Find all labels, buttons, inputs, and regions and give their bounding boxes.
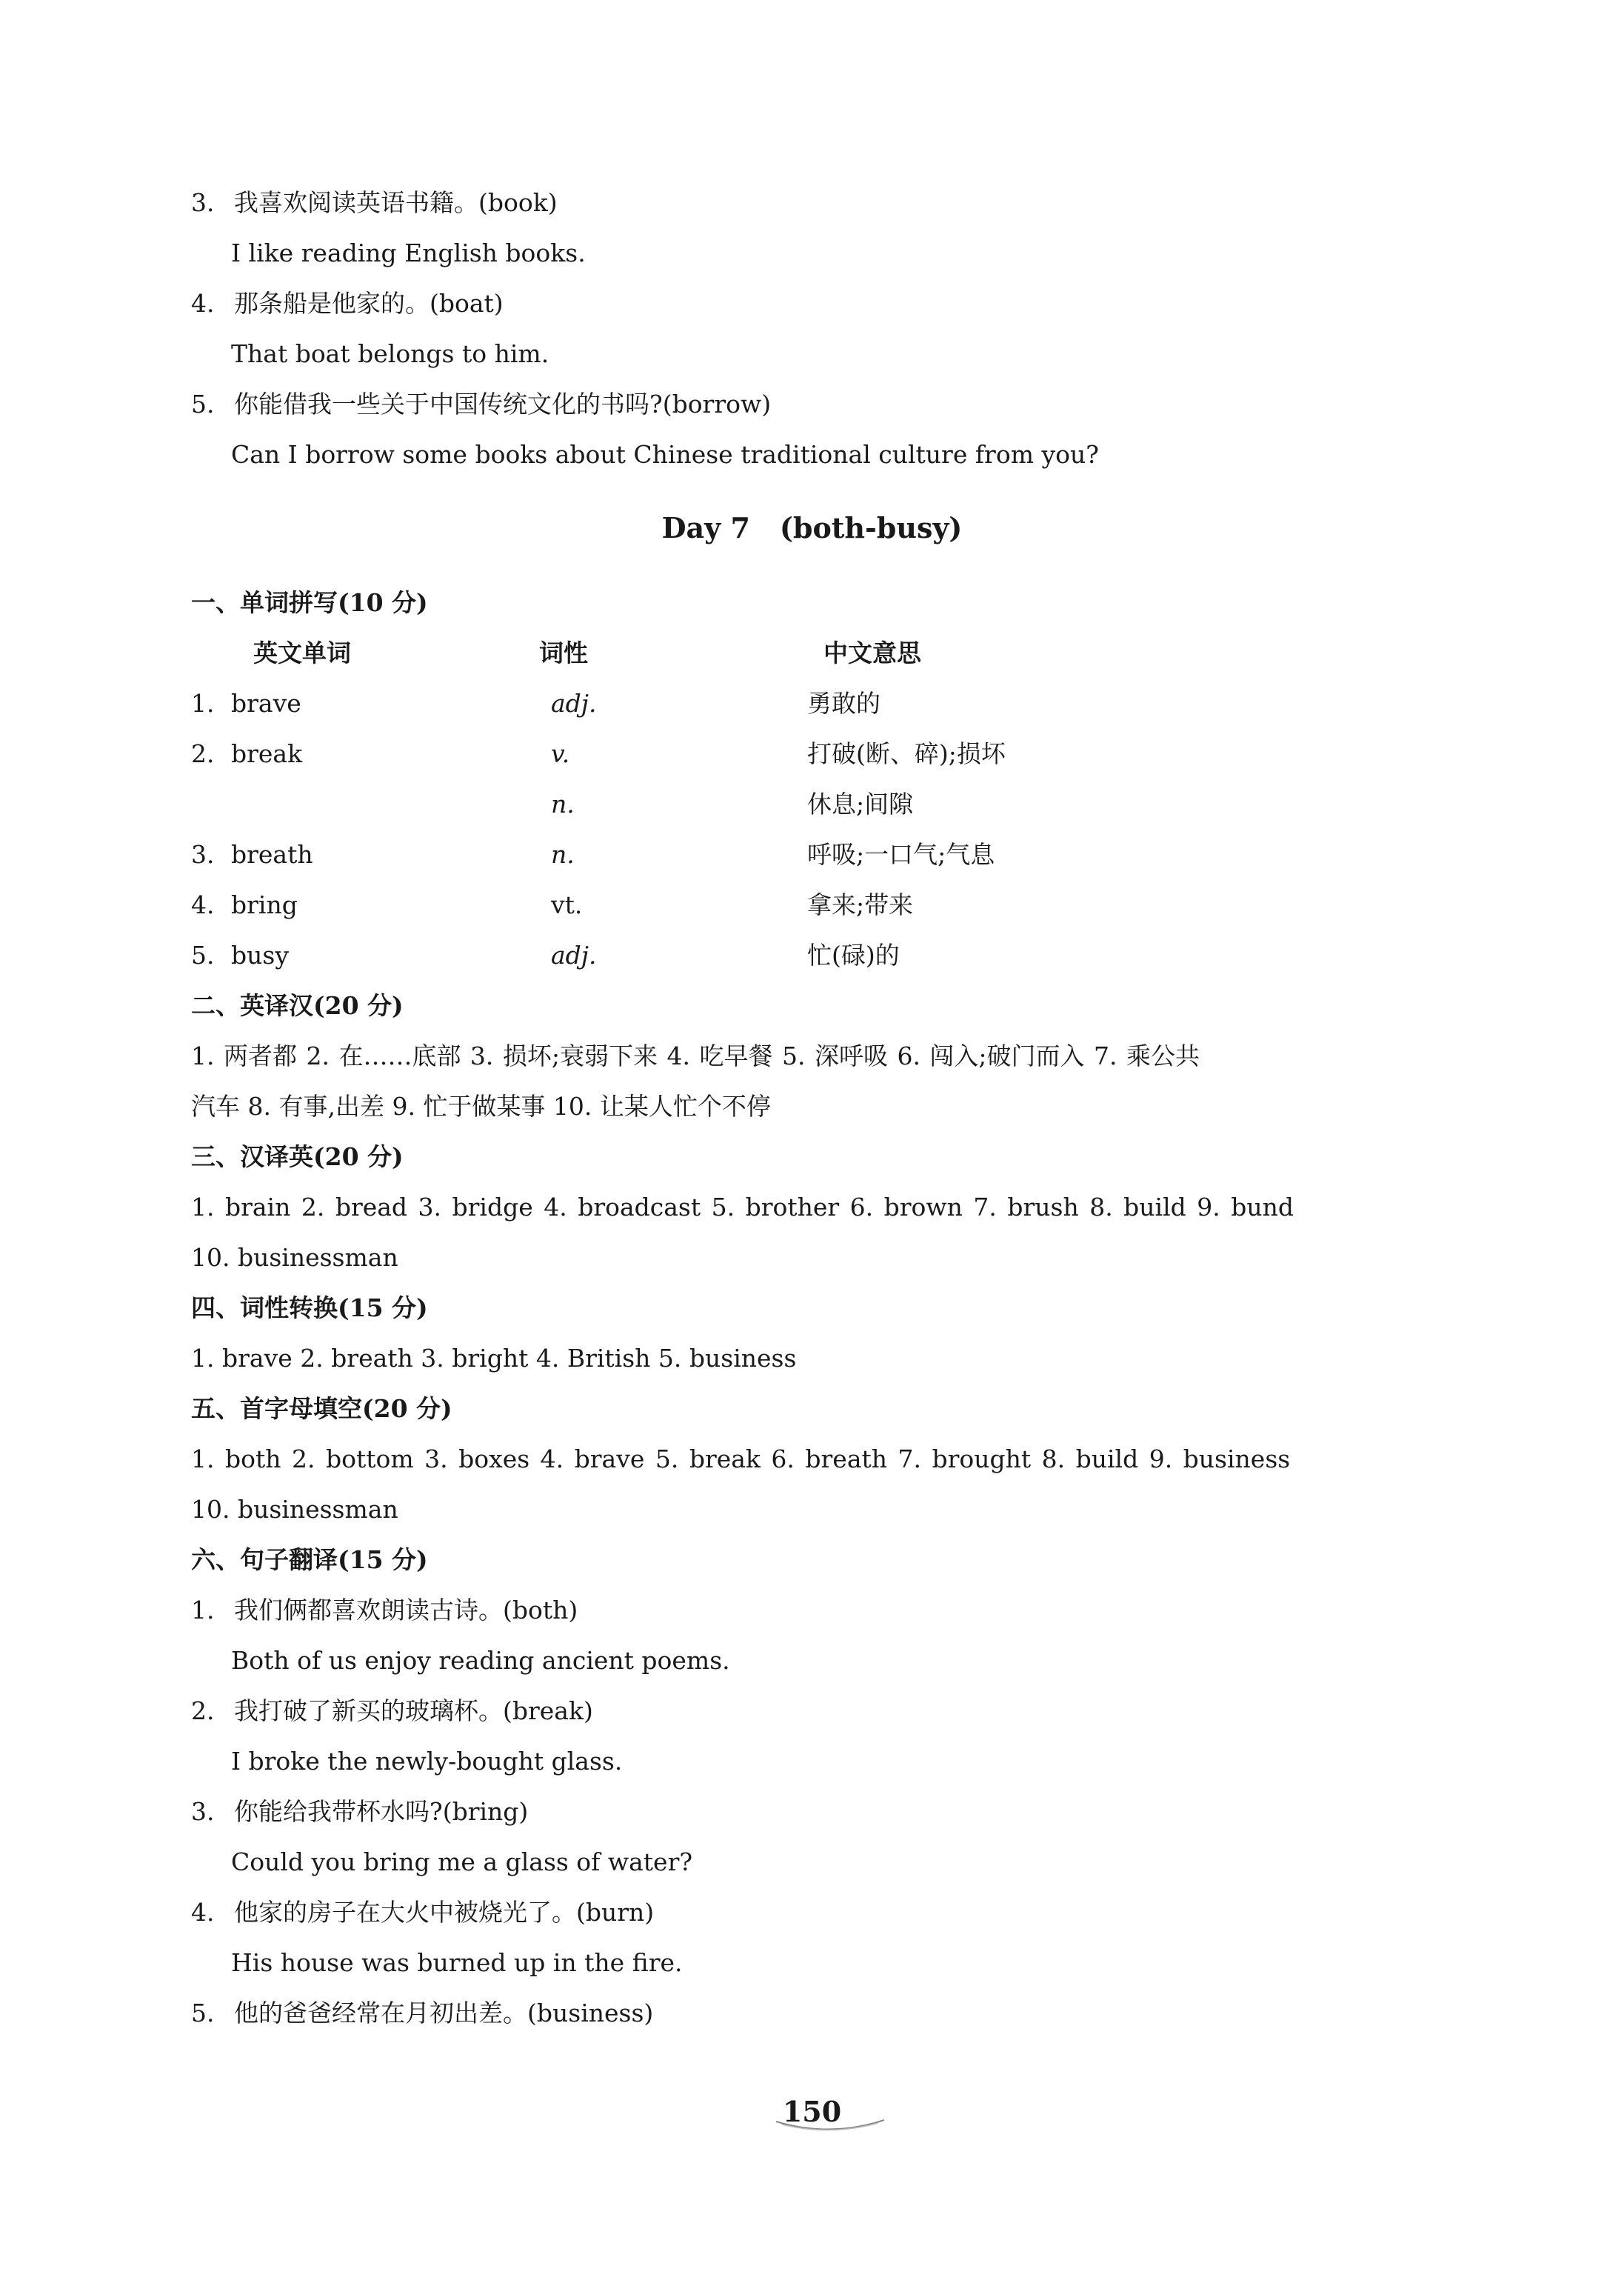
col-header-word: 英文单词: [253, 639, 351, 667]
vocab-row-word: brave: [231, 689, 301, 718]
translation-item-4-question: [191, 1898, 654, 1927]
item-number: 2.: [191, 1696, 215, 1725]
translation-item-3-question: [191, 1797, 528, 1827]
prev-item-4-question: [191, 289, 504, 319]
prev-item-3-answer: I like reading English books.: [231, 239, 586, 267]
translation-item-1-answer: Both of us enjoy reading ancient poems.: [231, 1646, 730, 1675]
page-number-swoosh-icon: [775, 2116, 886, 2138]
section-2-answers-line-2: 汽车 8. 有事,出差 9. 忙于做某事 10. 让某人忙个不停: [191, 1092, 771, 1121]
item-chinese: 他的爸爸经常在月初出差。(business): [234, 1999, 654, 2027]
vocab-row-pos: vt.: [551, 890, 583, 919]
section-3-heading: 三、汉译英(20 分): [191, 1142, 404, 1171]
section-4-answers-line-1: 1. brave 2. breath 3. bright 4. British 5. business: [191, 1344, 797, 1373]
prev-item-3-question: [191, 188, 558, 218]
vocab-row-meaning: 呼吸;一口气;气息: [807, 840, 995, 869]
item-chinese: 我喜欢阅读英语书籍。(book): [234, 188, 558, 217]
page-number: 150: [782, 2095, 842, 2128]
section-4-heading: 四、词性转换(15 分): [191, 1293, 428, 1322]
vocab-row-word: bring: [231, 890, 298, 919]
translation-item-3-answer: Could you bring me a glass of water?: [231, 1847, 693, 1876]
vocab-row-pos: n.: [551, 790, 575, 819]
vocab-row-meaning: 拿来;带来: [807, 890, 914, 919]
col-header-meaning: 中文意思: [823, 639, 921, 667]
vocab-row-num: 2.: [191, 739, 215, 768]
item-number: 4.: [191, 289, 215, 318]
item-number: 3.: [191, 188, 215, 217]
vocab-row-num: 5.: [191, 941, 215, 970]
vocab-row-num: 4.: [191, 890, 215, 919]
item-number: 3.: [191, 1797, 215, 1826]
translation-item-2-answer: I broke the newly-bought glass.: [231, 1747, 623, 1776]
prev-item-5-answer: Can I borrow some books about Chinese traditional culture from you?: [231, 440, 1099, 469]
section-6-heading: 六、句子翻译(15 分): [191, 1545, 428, 1574]
vocab-row-num: 1.: [191, 689, 215, 718]
section-5-heading: 五、首字母填空(20 分): [191, 1394, 452, 1423]
section-1-heading: 一、单词拼写(10 分): [191, 588, 428, 617]
section-5-answers-line-2: 10. businessman: [191, 1495, 398, 1524]
vocab-row-word: breath: [231, 840, 313, 869]
item-number: 5.: [191, 1999, 215, 2027]
section-5-answers-line-1: 1. both 2. bottom 3. boxes 4. brave 5. break 6. breath 7. brought 8. build 9. business: [191, 1444, 1291, 1473]
day-label: Day 7: [661, 511, 750, 544]
vocab-row-meaning: 勇敢的: [807, 689, 880, 718]
vocab-row-meaning: 休息;间隙: [807, 790, 914, 819]
prev-item-5-question: [191, 390, 771, 419]
vocab-row-meaning: 打破(断、碎);损坏: [807, 739, 1006, 768]
vocab-row-pos: adj.: [551, 689, 597, 718]
item-number: 1.: [191, 1596, 215, 1624]
section-3-answers-line-2: 10. businessman: [191, 1243, 398, 1272]
section-2-answers-line-1: 1. 两者都 2. 在……底部 3. 损坏;衰弱下来 4. 吃早餐 5. 深呼吸 6. 闯入;破门而入 7. 乘公共: [191, 1041, 1200, 1070]
translation-item-5-question: [191, 1999, 653, 2028]
vocab-row-num: 3.: [191, 840, 215, 869]
prev-item-4-answer: That boat belongs to him.: [231, 339, 549, 368]
vocab-row-pos: n.: [551, 840, 575, 869]
vocab-row-meaning: 忙(碌)的: [807, 941, 900, 970]
item-number: 5.: [191, 390, 215, 419]
section-2-heading: 二、英译汉(20 分): [191, 991, 404, 1020]
item-chinese: 你能借我一些关于中国传统文化的书吗?(borrow): [234, 390, 772, 419]
item-chinese: 他家的房子在大火中被烧光了。(burn): [234, 1898, 655, 1927]
vocab-row-word: busy: [231, 941, 289, 970]
item-chinese: 我打破了新买的玻璃杯。(break): [234, 1696, 593, 1725]
item-number: 4.: [191, 1898, 215, 1927]
day-range: (both-busy): [779, 511, 963, 544]
vocab-row-word: break: [231, 739, 303, 768]
item-chinese: 你能给我带杯水吗?(bring): [234, 1797, 529, 1826]
vocab-row-pos: adj.: [551, 941, 597, 970]
translation-item-2-question: [191, 1696, 593, 1726]
item-chinese: 那条船是他家的。(boat): [234, 289, 504, 318]
vocab-row-pos: v.: [551, 739, 570, 768]
item-chinese: 我们俩都喜欢朗读古诗。(both): [234, 1596, 578, 1624]
translation-item-1-question: [191, 1596, 578, 1625]
col-header-pos: 词性: [539, 639, 588, 667]
section-3-answers-line-1: 1. brain 2. bread 3. bridge 4. broadcast 5. brother 6. brown 7. brush 8. build 9. bund: [191, 1193, 1294, 1222]
day-title: [0, 511, 1624, 544]
translation-item-4-answer: His house was burned up in the fire.: [231, 1948, 683, 1977]
